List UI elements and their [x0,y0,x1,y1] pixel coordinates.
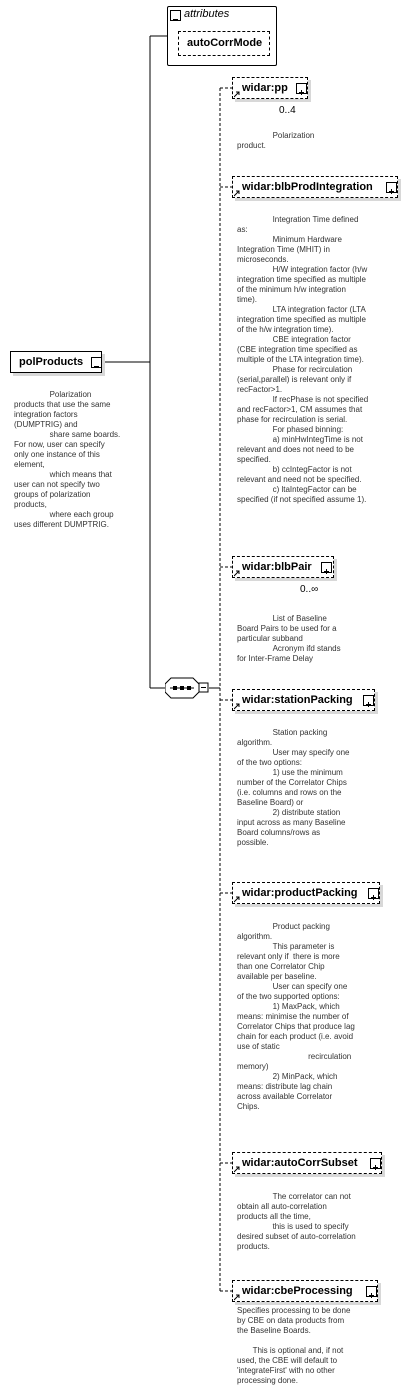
element-widar-blbprodintegration[interactable] [232,176,398,198]
link-arrow-icon [234,896,241,903]
link-arrow-icon [234,703,241,710]
element-widar-pp[interactable] [232,77,308,99]
attributes-title: attributes [184,8,230,20]
sequence-compositor[interactable] [165,677,209,699]
element-label: widar:stationPacking [242,694,353,706]
element-widar-productpacking[interactable] [232,882,380,904]
expand-icon[interactable] [386,182,397,193]
link-arrow-icon [234,570,241,577]
expand-icon[interactable] [363,695,374,706]
occurrence-label: 0..∞ [300,584,319,595]
element-label: widar:autoCorrSubset [242,1157,358,1169]
element-widar-autocorrsubset[interactable] [232,1152,382,1174]
element-widar-stationpacking[interactable] [232,689,375,711]
link-arrow-icon [234,1294,241,1301]
element-label: widar:productPacking [242,887,358,899]
element-documentation: Station packing algorithm. User may specify one of the two options: 1) use the minimum number of the Correlator Chips (i.e. columns and rows on the Baseline Board) or 2) distribute station input across as many Baseline Board columns/rows as possible. [237,728,350,847]
expand-icon[interactable] [368,888,379,899]
expand-icon[interactable] [296,83,307,94]
element-documentation: Polarization product. [237,131,315,150]
element-label: widar:pp [242,82,288,94]
occurrence-label: 0..4 [279,105,296,116]
element-documentation: List of Baseline Board Pairs to be used for a particular subband Acronym ifd stands for Inter-Frame Delay [237,614,341,663]
link-arrow-icon [234,190,241,197]
element-documentation: Product packing algorithm. This parameter is relevant only if there is more than one Correlator Chip available per baseline. User can specify one of the two supported options: 1) MaxPack, which means: minimise the number of Correlator Chips that produce lag chain for each product (i.e. avoid use of static recirculation memory) 2) MinPack, which means: distribute lag chain across available Correlator Chips. [237,922,355,1111]
element-label: widar:cbeProcessing [242,1285,353,1297]
expand-icon[interactable] [366,1286,377,1297]
attribute-label: autoCorrMode [187,37,263,49]
element-documentation: Integration Time defined as: Minimum Hardware Integration Time (MHIT) in microseconds. H/W integration factor (h/w integration time specified as multiple of the minimum h/w integration time). LTA integration factor (LTA integration time specified as multiple of the h/w integration time). CBE integration factor (CBE integration time specified as multiple of the LTA integration time). Phase for recirculation (serial,parallel) is relevant only if recFactor>1. If recPhase is not specified and recFactor>1, CM assumes that phase for recirculation is serial. For phased binning: a) minHwIntegTime is not relevant and does not need to be specified. b) ccIntegFactor is not relevant and need not be specified. c) ltaIntegFactor can be specified (if not specified assume 1). [237,215,369,504]
element-label: widar:blbProdIntegration [242,181,373,193]
root-documentation: Polarization products that use the same integration factors (DUMPTRIG) and share same boards. For now, user can specify only one instance of this element, which means that user can not specify two groups of polarization products, where each group uses different DUMPTRIG. [14,390,121,529]
sequence-icon [165,677,209,699]
attributes-collapse-icon[interactable] [170,10,181,21]
link-arrow-icon [234,91,241,98]
expand-icon[interactable] [370,1158,381,1169]
expand-icon[interactable] [321,562,332,573]
root-element-polproducts[interactable] [10,351,102,373]
element-label: widar:blbPair [242,561,312,573]
element-documentation: The correlator can not obtain all auto-correlation products all the time, this is used to specify desired subset of auto-correlation products. [237,1192,356,1251]
attribute-auto-corr-mode[interactable] [178,31,270,56]
root-element-label: polProducts [19,356,84,368]
root-collapse-icon[interactable] [91,357,102,368]
element-widar-blbpair[interactable] [232,556,334,578]
attributes-group [167,6,277,66]
element-widar-cbeprocessing[interactable] [232,1280,378,1302]
element-documentation: Specifies processing to be done by CBE on data products from the Baseline Boards. This is optional and, if not used, the CBE will default to 'integrateFirst' with no other processing done. [237,1306,351,1385]
link-arrow-icon [234,1166,241,1173]
